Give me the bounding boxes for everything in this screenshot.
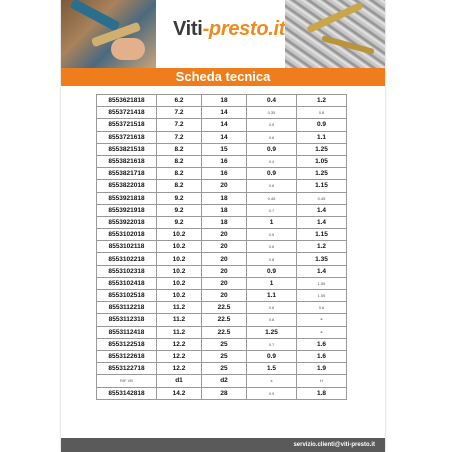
table-cell-b: 14 — [202, 107, 247, 119]
table-row — [97, 338, 347, 350]
table-cell-a: 14.2 — [157, 387, 202, 399]
table-cell-b: 20 — [202, 290, 247, 302]
table-cell-code: RIF VB — [97, 375, 157, 387]
table-cell-code: 8553102018 — [97, 229, 157, 241]
table-row — [97, 180, 347, 192]
table-cell-a: 11.2 — [157, 326, 202, 338]
table-row — [97, 387, 347, 399]
table-cell-a: 9.2 — [157, 216, 202, 228]
table-cell-d: 1.9 — [297, 363, 347, 375]
table-cell-c: 1 — [247, 277, 297, 289]
table-cell-code: 8553102418 — [97, 277, 157, 289]
screws-photo — [285, 0, 385, 68]
table-cell-b: 14 — [202, 119, 247, 131]
table-cell-d: 1.15 — [297, 180, 347, 192]
table-cell-d: 1.6 — [297, 350, 347, 362]
table-cell-b: 25 — [202, 363, 247, 375]
table-cell-code: 8553122518 — [97, 338, 157, 350]
table-cell-d: 1.25 — [297, 143, 347, 155]
table-row — [97, 143, 347, 155]
table-cell-c: 0.9 — [247, 350, 297, 362]
table-cell-c: 0.6 — [247, 131, 297, 143]
table-cell-b: 20 — [202, 180, 247, 192]
table-cell-b: 14 — [202, 131, 247, 143]
table-row — [97, 241, 347, 253]
table-cell-b: 16 — [202, 155, 247, 167]
table-cell-b: 16 — [202, 168, 247, 180]
header-banner — [61, 0, 385, 68]
table-cell-d: 1.6 — [297, 338, 347, 350]
table-cell-d: - — [297, 326, 347, 338]
table-cell-d: H — [297, 375, 347, 387]
table-cell-b: d2 — [202, 375, 247, 387]
table-cell-d: 1.55 — [297, 290, 347, 302]
table-cell-b: 18 — [202, 216, 247, 228]
table-cell-d: 1.1 — [297, 131, 347, 143]
table-row — [97, 131, 347, 143]
table-cell-b: 20 — [202, 277, 247, 289]
datasheet-page — [61, 0, 385, 452]
table-row — [97, 204, 347, 216]
table-cell-b: 18 — [202, 95, 247, 107]
table-cell-code: 8553102518 — [97, 290, 157, 302]
table-cell-c: 1.5 — [247, 363, 297, 375]
table-cell-d: 1.15 — [297, 229, 347, 241]
table-cell-a: 8.2 — [157, 155, 202, 167]
table-cell-code: 8553621818 — [97, 95, 157, 107]
table-cell-c: 0.7 — [247, 338, 297, 350]
table-cell-d: 1.4 — [297, 216, 347, 228]
table-cell-b: 25 — [202, 338, 247, 350]
table-cell-b: 15 — [202, 143, 247, 155]
footer-bar — [61, 438, 385, 452]
table-cell-code: 8553821618 — [97, 155, 157, 167]
table-row — [97, 277, 347, 289]
table-row — [97, 95, 347, 107]
table-cell-code: 8553922018 — [97, 216, 157, 228]
table-cell-a: 11.2 — [157, 314, 202, 326]
table-row — [97, 216, 347, 228]
table-cell-b: 20 — [202, 229, 247, 241]
table-cell-a: 8.2 — [157, 180, 202, 192]
table-cell-c: s — [247, 375, 297, 387]
table-cell-b: 28 — [202, 387, 247, 399]
table-cell-code: 8553721418 — [97, 107, 157, 119]
table-cell-b: 22.5 — [202, 302, 247, 314]
table-cell-code: 8553921918 — [97, 204, 157, 216]
table-cell-d: 1.2 — [297, 95, 347, 107]
table-row — [97, 375, 347, 387]
table-cell-b: 22.5 — [202, 326, 247, 338]
table-row — [97, 314, 347, 326]
brand-logo — [173, 18, 285, 41]
table-cell-c: 0.9 — [247, 168, 297, 180]
table-cell-code: 8553921818 — [97, 192, 157, 204]
table-cell-a: 12.2 — [157, 338, 202, 350]
table-cell-c: 1.1 — [247, 290, 297, 302]
table-cell-b: 18 — [202, 204, 247, 216]
table-cell-d: 1.25 — [297, 168, 347, 180]
table-cell-a: 7.2 — [157, 131, 202, 143]
table-cell-d: 0.45 — [297, 192, 347, 204]
table-cell-code: 8553122718 — [97, 363, 157, 375]
table-cell-a: 9.2 — [157, 192, 202, 204]
table-row — [97, 350, 347, 362]
table-cell-code: 8553122618 — [97, 350, 157, 362]
table-row — [97, 302, 347, 314]
table-cell-a: 10.2 — [157, 253, 202, 265]
table-cell-code: 8553112218 — [97, 302, 157, 314]
table-cell-code: 8553821718 — [97, 168, 157, 180]
page-title: Scheda tecnica — [61, 68, 385, 86]
table-cell-c: 1.25 — [247, 326, 297, 338]
table-cell-c: 0.9 — [247, 143, 297, 155]
table-cell-a: 12.2 — [157, 350, 202, 362]
table-cell-a: 10.2 — [157, 265, 202, 277]
table-cell-d: 1.35 — [297, 253, 347, 265]
table-cell-a: 8.2 — [157, 168, 202, 180]
table-cell-c: 0.5 — [247, 229, 297, 241]
table-cell-a: 8.2 — [157, 143, 202, 155]
table-cell-c: 0.6 — [247, 241, 297, 253]
table-cell-c: 0.4 — [247, 155, 297, 167]
table-row — [97, 107, 347, 119]
table-cell-c: 0.9 — [247, 387, 297, 399]
table-cell-b: 25 — [202, 350, 247, 362]
table-cell-a: 6.2 — [157, 95, 202, 107]
table-cell-c: 0.5 — [247, 119, 297, 131]
table-cell-code: 8553112318 — [97, 314, 157, 326]
table-cell-a: 7.2 — [157, 119, 202, 131]
table-cell-code: 8553102318 — [97, 265, 157, 277]
table-cell-a: 10.2 — [157, 241, 202, 253]
table-cell-c: 1 — [247, 216, 297, 228]
table-cell-code: 8553142818 — [97, 387, 157, 399]
table-row — [97, 119, 347, 131]
table-cell-b: 20 — [202, 253, 247, 265]
table-cell-code: 8553721618 — [97, 131, 157, 143]
spec-table — [96, 94, 347, 400]
table-row — [97, 229, 347, 241]
table-cell-d: 1.55 — [297, 277, 347, 289]
table-cell-d: 1.2 — [297, 241, 347, 253]
table-cell-code: 8553102218 — [97, 253, 157, 265]
table-row — [97, 363, 347, 375]
logo-main-text: Viti — [173, 18, 203, 40]
table-cell-a: 10.2 — [157, 277, 202, 289]
table-cell-b: 22.5 — [202, 314, 247, 326]
table-cell-c: 0.7 — [247, 204, 297, 216]
table-cell-d: 1.05 — [297, 155, 347, 167]
table-row — [97, 326, 347, 338]
table-cell-c: 0.4 — [247, 95, 297, 107]
table-cell-c: 0.9 — [247, 265, 297, 277]
table-row — [97, 290, 347, 302]
table-cell-b: 20 — [202, 241, 247, 253]
table-cell-b: 20 — [202, 265, 247, 277]
table-cell-c: 0.6 — [247, 180, 297, 192]
footer-email: servizio.clienti@viti-presto.it — [293, 442, 375, 448]
table-cell-code: 8553102118 — [97, 241, 157, 253]
table-cell-c: 0.45 — [247, 192, 297, 204]
table-cell-code: 8553821518 — [97, 143, 157, 155]
table-cell-a: d1 — [157, 375, 202, 387]
table-cell-c: 0.35 — [247, 107, 297, 119]
table-cell-d: 1.4 — [297, 265, 347, 277]
table-cell-code: 8553721518 — [97, 119, 157, 131]
table-cell-d: 0.9 — [297, 119, 347, 131]
spec-table-wrap — [96, 94, 346, 400]
table-cell-b: 18 — [202, 192, 247, 204]
table-cell-code: 8553822018 — [97, 180, 157, 192]
table-cell-d: 0.8 — [297, 107, 347, 119]
table-row — [97, 155, 347, 167]
tools-photo — [61, 0, 156, 68]
table-cell-d: 1.4 — [297, 204, 347, 216]
table-cell-a: 10.2 — [157, 290, 202, 302]
table-row — [97, 265, 347, 277]
table-cell-c: 0.8 — [247, 253, 297, 265]
table-cell-a: 7.2 — [157, 107, 202, 119]
table-cell-code: 8553112418 — [97, 326, 157, 338]
logo-accent-text: -presto.it — [202, 18, 286, 40]
table-cell-d: 1.8 — [297, 387, 347, 399]
table-cell-d: 0.6 — [297, 302, 347, 314]
table-cell-c: 0.8 — [247, 314, 297, 326]
table-row — [97, 192, 347, 204]
table-cell-a: 11.2 — [157, 302, 202, 314]
table-cell-c: 0.6 — [247, 302, 297, 314]
table-cell-a: 10.2 — [157, 229, 202, 241]
table-cell-d: - — [297, 314, 347, 326]
table-cell-a: 9.2 — [157, 204, 202, 216]
table-cell-a: 12.2 — [157, 363, 202, 375]
table-row — [97, 168, 347, 180]
table-row — [97, 253, 347, 265]
